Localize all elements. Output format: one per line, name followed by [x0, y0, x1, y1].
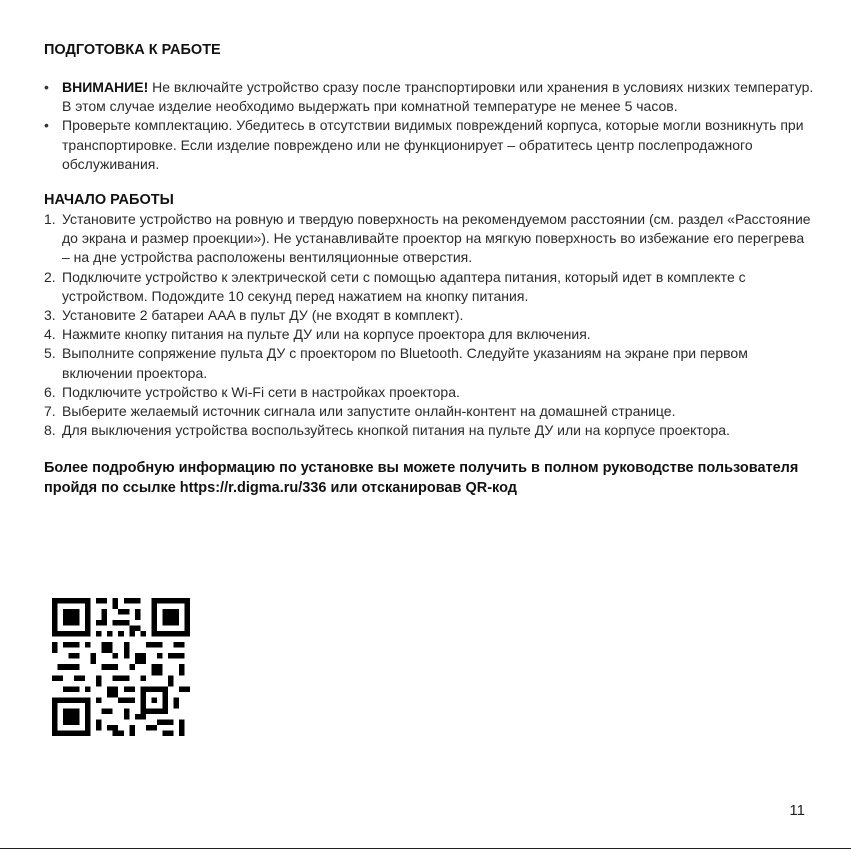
step-item	[44, 210, 814, 268]
bottom-divider	[0, 848, 851, 849]
section-title-start: НАЧАЛО РАБОТЫ	[44, 192, 174, 209]
step-number: 5.	[44, 345, 56, 362]
step-item	[44, 383, 814, 402]
step-item	[44, 421, 814, 440]
step-number: 8.	[44, 422, 56, 439]
step-text: Установите 2 батареи AAA в пульт ДУ (не входят в комплект).	[62, 307, 464, 324]
list-item	[44, 78, 814, 116]
step-item	[44, 325, 814, 344]
start-steps-list	[44, 210, 814, 440]
manual-page	[44, 40, 814, 513]
step-item	[44, 402, 814, 421]
step-number: 7.	[44, 403, 56, 420]
step-number: 4.	[44, 326, 56, 343]
list-item	[44, 116, 814, 174]
step-text: Для выключения устройства воспользуйтесь кнопкой питания на пульте ДУ или на корпусе проектора.	[62, 422, 730, 439]
step-item	[44, 268, 814, 306]
step-text: Подключите устройство к электрической сети с помощью адаптера питания, который идет в комплекте с устройством. Подождите 10 секунд перед нажатием на кнопку питания.	[62, 268, 746, 304]
warning-label: ВНИМАНИЕ!	[62, 79, 149, 95]
step-number: 2.	[44, 268, 56, 285]
step-text: Нажмите кнопку питания на пульте ДУ или на корпусе проектора для включения.	[62, 326, 591, 343]
section-title-preparation: ПОДГОТОВКА К РАБОТЕ	[44, 42, 221, 58]
step-number: 6.	[44, 383, 56, 400]
step-text: Выберите желаемый источник сигнала или запустите онлайн-контент на домашней странице.	[62, 403, 676, 420]
qr-code-icon[interactable]	[52, 598, 190, 736]
more-info-text: Более подробную информацию по установке вы можете получить в полном руководстве пользователя пройдя по ссылке https://r.digma.ru/336 или отсканировав QR-код	[44, 460, 799, 497]
step-number: 1.	[44, 211, 56, 228]
preparation-list	[44, 78, 814, 174]
step-number: 3.	[44, 307, 56, 324]
step-text: Подключите устройство к Wi-Fi сети в настройках проектора.	[62, 383, 460, 400]
step-item	[44, 306, 814, 325]
step-text: Выполните сопряжение пульта ДУ с проектором по Bluetooth. Следуйте указаниям на экране при первом включении проектора.	[62, 345, 748, 381]
step-item	[44, 344, 814, 382]
list-item-text: Проверьте комплектацию. Убедитесь в отсутствии видимых повреждений корпуса, которые могли возникнуть при транспортировке. Если изделие повреждено или не функционирует – обратитесь центр послепродажного обслуживания.	[62, 117, 804, 172]
page-number: 11	[789, 802, 805, 819]
step-text: Установите устройство на ровную и твердую поверхность на рекомендуемом расстоянии (см. раздел «Расстояние до экрана и размер проекции»). Не устанавливайте проектор на мягкую поверхность во избежание его перегрева – на дне устройства расположены вентиляционные отверстия.	[62, 211, 811, 266]
list-item-text: Не включайте устройство сразу после транспортировки или хранения в условиях низких температур. В этом случае изделие необходимо выдержать при комнатной температуре не менее 5 часов.	[62, 79, 814, 115]
